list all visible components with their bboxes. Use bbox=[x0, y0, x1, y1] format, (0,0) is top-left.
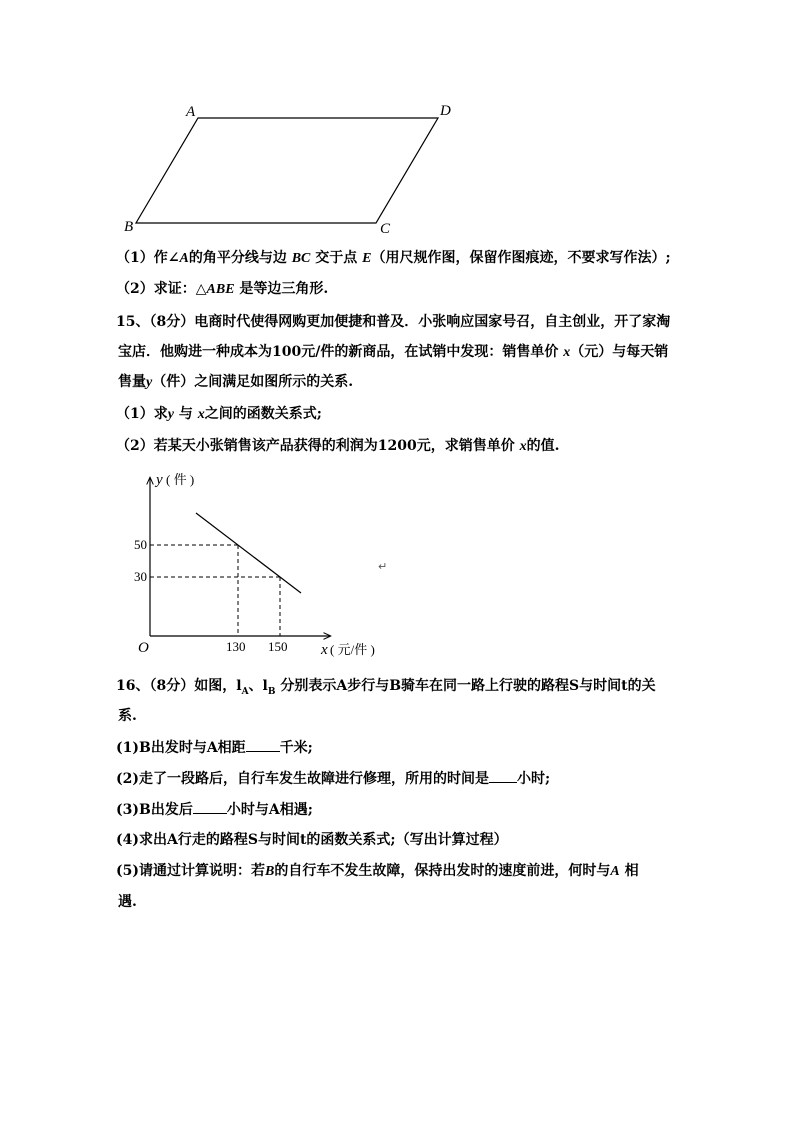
q15-line1: 15、（8分）电商时代使得网购更加便捷和普及．小张响应国家号召，自主创业，开了家淘 bbox=[116, 314, 671, 330]
text-segment: 16、（8分）如图， bbox=[116, 678, 237, 694]
text-var: A bbox=[179, 251, 189, 266]
text-segment: 的值. bbox=[526, 438, 560, 454]
vertex-label-b: B bbox=[124, 219, 134, 235]
x-axis-var: x bbox=[321, 642, 328, 658]
text-sub: B bbox=[267, 686, 276, 697]
q16-part1 bbox=[116, 737, 313, 758]
text-var: y bbox=[167, 407, 174, 422]
parallelogram-shape bbox=[136, 118, 438, 223]
text-var: B bbox=[265, 864, 275, 879]
series-line bbox=[196, 513, 301, 593]
vertex-label-d: D bbox=[440, 103, 451, 119]
text-var: A bbox=[610, 864, 620, 879]
q16-part5 bbox=[116, 861, 639, 882]
text-segment: （2）若某天小张销售该产品获得的利润为1200元，求销售单价 bbox=[116, 438, 515, 454]
q15-line2 bbox=[118, 342, 668, 363]
text-var: BC bbox=[291, 251, 311, 266]
q16-part4: (4)求出A行走的路程S与时间t的函数关系式;（写出计算过程） bbox=[116, 832, 508, 848]
y-tick-label: 30 bbox=[134, 569, 147, 584]
text-var: l bbox=[262, 678, 268, 694]
text-segment: 之间的函数关系式; bbox=[204, 406, 322, 422]
text-segment: 是等边三角形. bbox=[239, 281, 329, 297]
text-segment: (1)B出发时与A相距 bbox=[116, 740, 246, 756]
text-var: l bbox=[236, 678, 242, 694]
origin-label: O bbox=[138, 640, 149, 656]
answer-blank[interactable] bbox=[246, 737, 280, 752]
x-axis-unit: ( 元/件 ) bbox=[330, 642, 375, 657]
text-segment: 与 bbox=[178, 406, 193, 422]
q16-part5-line2: 遇. bbox=[118, 894, 137, 910]
x-tick-label: 130 bbox=[226, 639, 246, 654]
price-sales-chart bbox=[130, 468, 390, 660]
q16-part2 bbox=[116, 768, 550, 789]
text-var: x bbox=[519, 439, 527, 454]
text-segment: （元）与每天销 bbox=[570, 344, 669, 360]
vertex-label-c: C bbox=[380, 221, 391, 237]
text-segment: 的角平分线与边 bbox=[188, 250, 287, 266]
stray-return-mark: ↵ bbox=[378, 560, 388, 573]
q14-part1 bbox=[116, 248, 671, 269]
text-segment: 、 bbox=[248, 678, 263, 694]
text-var: y bbox=[146, 375, 153, 390]
text-segment: 小时; bbox=[517, 771, 551, 787]
text-segment: (5)请通过计算说明：若 bbox=[116, 863, 265, 879]
text-sub: A bbox=[241, 686, 249, 697]
text-segment: 相 bbox=[624, 863, 639, 879]
y-axis-var: y bbox=[156, 472, 163, 488]
text-segment: 售量 bbox=[118, 374, 146, 390]
q14-part2 bbox=[116, 279, 328, 300]
q15-line3 bbox=[118, 372, 353, 393]
text-var: E bbox=[362, 251, 372, 266]
text-segment: (2)走了一段路后，自行车发生故障进行修理，所用的时间是 bbox=[116, 771, 489, 787]
answer-blank[interactable] bbox=[193, 799, 227, 814]
text-segment: （用尺规作图，保留作图痕迹，不要求写作法）; bbox=[371, 250, 671, 266]
y-tick-label: 50 bbox=[134, 537, 147, 552]
parallelogram-figure bbox=[110, 95, 470, 245]
text-segment: 宝店．他购进一种成本为100元/件的新商品，在试销中发现：销售单价 bbox=[118, 344, 559, 360]
q15-part2 bbox=[116, 436, 559, 457]
text-segment: （件）之间满足如图所示的关系. bbox=[152, 374, 354, 390]
text-segment: 交于点 bbox=[315, 250, 358, 266]
y-axis-unit: ( 件 ) bbox=[166, 472, 195, 487]
text-segment: （2）求证：△ bbox=[116, 281, 207, 297]
q16-part3 bbox=[116, 799, 313, 820]
answer-blank[interactable] bbox=[489, 768, 517, 783]
text-var: ABE bbox=[206, 282, 235, 297]
q16-line2: 系. bbox=[118, 708, 137, 724]
q15-part1 bbox=[116, 404, 322, 425]
text-segment: 分别表示A步行与B骑车在同一路上行驶的路程S与时间t的关 bbox=[280, 678, 656, 694]
vertex-label-a: A bbox=[186, 104, 196, 120]
text-segment: 的自行车不发生故障，保持出发时的速度前进，何时与 bbox=[274, 863, 611, 879]
q16-line1 bbox=[116, 676, 656, 702]
x-tick-label: 150 bbox=[268, 639, 288, 654]
text-segment: 小时与A相遇; bbox=[226, 802, 313, 818]
text-segment: （1）求 bbox=[116, 406, 168, 422]
text-var: x bbox=[197, 407, 205, 422]
text-segment: (3)B出发后 bbox=[116, 802, 193, 818]
text-segment: 千米; bbox=[279, 740, 313, 756]
text-segment: （1）作∠ bbox=[116, 250, 180, 266]
text-var: x bbox=[563, 345, 571, 360]
